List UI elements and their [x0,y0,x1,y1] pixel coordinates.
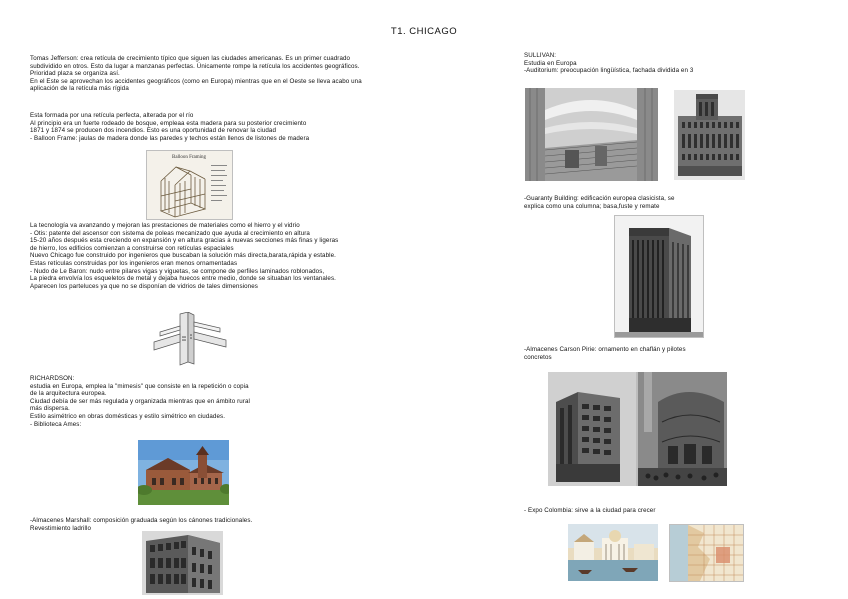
balloon-frame-caption: Balloon Framing [171,155,207,160]
text-line: Aparecen los parteluces ya que no se disponían de vidrios de tales dimensiones [30,282,258,290]
text-line: - Nudo de Le Baron: nudo entre pilares vigas y viguetas, se compone de perfiles laminados roblonados, [30,267,325,275]
text-line: de la arquitectura europea. [30,390,107,398]
text-line: Prioridad plaza se organiza así. [30,70,120,78]
text-line: Estilo asimétrico en obras domésticas y estilo simétrico en ciudades. [30,412,226,420]
text-line: Tomas Jefferson: crea retícula de crecimiento típico que siguen las ciudades americanas. Es un primer cuadrado [30,55,351,62]
text-line: subdividido en otros. Esto da lugar a manzanas perfectas. Únicamente rompe la retícula los accidentes geográficos. [30,62,360,70]
le-baron-node-drawing [150,312,230,367]
sullivan-paragraph [524,52,693,75]
text-line: - Otis: patente del ascensor con sistema de poleas mecanizado que ayuda al crecimiento en altura [30,229,310,237]
text-line: -Auditorium: preocupación lingüística, fachada dividida en 3 [524,67,694,75]
richardson-paragraph [30,375,250,428]
page-title: T1. CHICAGO [390,26,458,37]
text-line: -Almacenes Carson Pirie: ornamento en chaflán y pilotes [524,346,686,353]
text-line: RICHARDSON: [30,375,75,382]
text-line: Nuevo Chicago fue construido por ingenieros que buscaban la solución más directa,barata,rápida y estable. [30,252,336,260]
text-line: La tecnología va avanzando y mejoran las prestaciones de materiales como el hierro y el vidrio [30,222,300,229]
carson-pirie-photo [548,372,727,486]
text-line: Ciudad debía de ser más regulada y organizada mientras que en ámbito rural [30,397,250,405]
text-line: de hierro, los edificios comienzan a construirse con retículas espaciales [30,244,234,252]
technology-paragraph [30,222,338,290]
marshall-store-photo [142,531,223,595]
expo-painting [568,524,658,581]
text-line: - Biblioteca Ames: [30,420,82,428]
text-line: -Guaranty Building: edificación europea clasicista, se [524,195,675,202]
carson-paragraph [524,346,686,361]
city-fire-paragraph [30,112,309,142]
intro-paragraph [30,55,362,93]
ames-library-photo [138,440,229,505]
text-line: -Almacenes Marshall: composición graduada según los cánones tradicionales. [30,517,253,524]
text-line: Al principio era un fuerte rodeado de bosque, empleaa esta madera para su posterior crecimiento [30,119,307,127]
guaranty-paragraph [524,195,675,210]
auditorium-section-photo [525,88,658,181]
marshall-paragraph [30,517,252,532]
text-line: - Balloon Frame: jaulas de madera donde las paredes y techos están llenos de listones de madera [30,134,310,142]
text-line: aplicación de la retícula más rígida [30,85,129,93]
text-line: La piedra envolvía los esqueletos de metal y dejaba huecos entre medio, donde se situaban los ventanales. [30,275,336,283]
guaranty-building-photo [614,215,704,338]
text-line: Revestimiento ladrillo [30,524,92,532]
text-line: estudia en Europa, emplea la "mimesis" que consiste en la repetición o copia [30,382,249,390]
auditorium-building-photo [674,90,745,180]
text-line: SULLIVAN: [524,52,557,59]
text-line: Estas retículas construidas por los ingenieros eran menos ornamentadas [30,259,238,267]
text-line: - Expo Colombia: sirve a la ciudad para crecer [524,507,656,514]
text-line: concretos [524,353,552,361]
text-line: 1871 y 1874 se producen dos incendios. Esto es una oportunidad de renovar la ciudad [30,127,276,135]
text-line: Estudia en Europa [524,59,577,67]
text-line: más dispersa. [30,405,70,413]
text-line: explica como una columna; basa,fuste y remate [524,202,660,210]
text-line: En el Este se aprovechan los accidentes geográficos (como en Europa) mientras que en el Oeste se lleva acabo una [30,77,362,85]
text-line: 15-20 años después esta creciendo en expansión y en altura gracias a nuevas secciones más finas y ligeras [30,237,339,245]
balloon-frame-drawing [146,150,233,220]
expo-paragraph [524,507,656,515]
expo-map [669,524,744,582]
text-line: Esta formada por una retícula perfecta, alterada por el río [30,112,194,119]
